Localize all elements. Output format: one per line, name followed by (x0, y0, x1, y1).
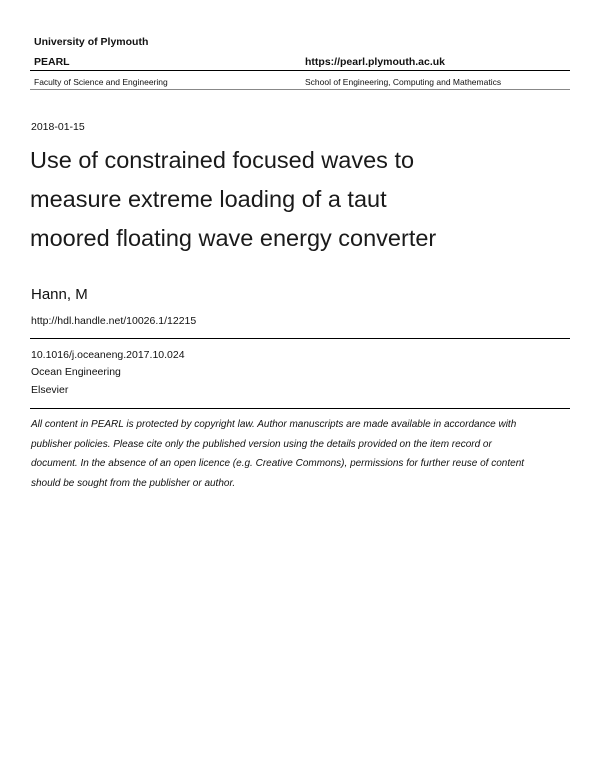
notice-line: document. In the absence of an open licence (e.g. Creative Commons), permissions for further reuse of content (31, 458, 525, 469)
notice-line: publisher policies. Please cite only the published version using the details provided on the item record or (31, 438, 492, 450)
document-title (30, 141, 436, 258)
notice-line: should be sought from the publisher or author. (31, 477, 236, 489)
publication-date: 2018-01-15 (31, 121, 85, 133)
faculty-divider (30, 89, 570, 90)
title-line: moored floating wave energy converter (30, 225, 437, 251)
copyright-notice (31, 415, 569, 493)
university-name: University of Plymouth (34, 36, 149, 48)
journal-name: Ocean Engineering (31, 366, 121, 378)
faculty-name: Faculty of Science and Engineering (34, 77, 168, 87)
title-line: Use of constrained focused waves to (30, 147, 415, 173)
header-divider (30, 70, 570, 71)
repository-name: PEARL (34, 56, 70, 68)
publisher-name: Elsevier (31, 384, 69, 396)
doi-text: 10.1016/j.oceaneng.2017.10.024 (31, 349, 185, 361)
title-line: measure extreme loading of a taut (30, 186, 387, 212)
notice-divider (30, 408, 570, 409)
notice-line: All content in PEARL is protected by copyright law. Author manuscripts are made available in accordance with (31, 419, 517, 430)
author-name: Hann, M (31, 286, 88, 303)
repository-url-link[interactable]: https://pearl.plymouth.ac.uk (305, 56, 446, 68)
handle-link[interactable]: http://hdl.handle.net/10026.1/12215 (31, 315, 197, 327)
record-divider (30, 338, 570, 339)
school-name: School of Engineering, Computing and Mathematics (305, 77, 502, 87)
